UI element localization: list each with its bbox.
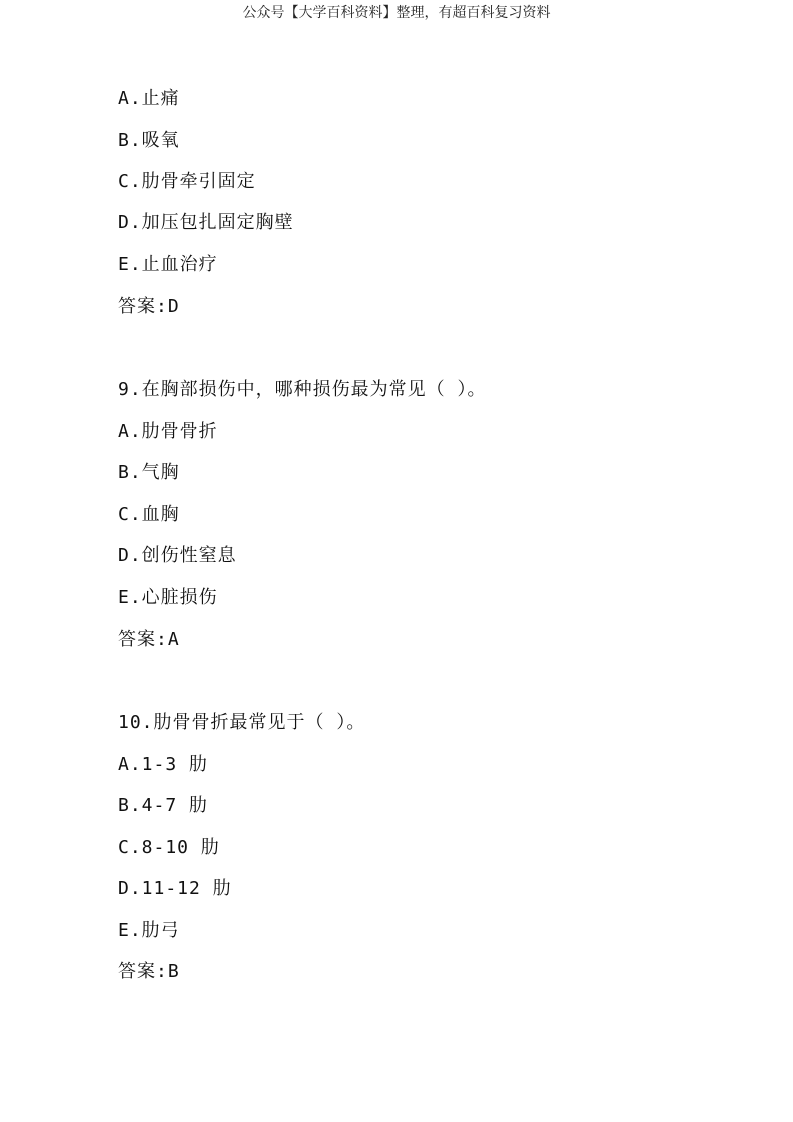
option-e: E.心脏损伤	[118, 587, 218, 608]
page-header: 公众号【大学百科资料】整理，有超百科复习资料	[242, 5, 551, 21]
option-b: B.气胸	[118, 462, 180, 483]
question-10: 10.肋骨骨折最常见于（ ）。	[118, 712, 366, 733]
option-c: C.血胸	[118, 504, 180, 525]
option-c: C.肋骨牵引固定	[118, 171, 256, 192]
option-a: A.1-3 肋	[118, 754, 209, 775]
option-d: D.11-12 肋	[118, 878, 232, 899]
option-b: B.吸氧	[118, 130, 180, 151]
option-d: D.创伤性窒息	[118, 545, 237, 566]
option-a: A.止痛	[118, 88, 180, 109]
option-a: A.肋骨骨折	[118, 421, 218, 442]
answer: 答案:A	[118, 629, 180, 650]
option-e: E.肋弓	[118, 920, 180, 941]
answer: 答案:D	[118, 296, 180, 317]
option-d: D.加压包扎固定胸壁	[118, 212, 294, 233]
answer: 答案:B	[118, 961, 180, 982]
option-b: B.4-7 肋	[118, 795, 209, 816]
option-e: E.止血治疗	[118, 254, 218, 275]
question-9: 9.在胸部损伤中，哪种损伤最为常见（ ）。	[118, 379, 487, 400]
option-c: C.8-10 肋	[118, 837, 220, 858]
